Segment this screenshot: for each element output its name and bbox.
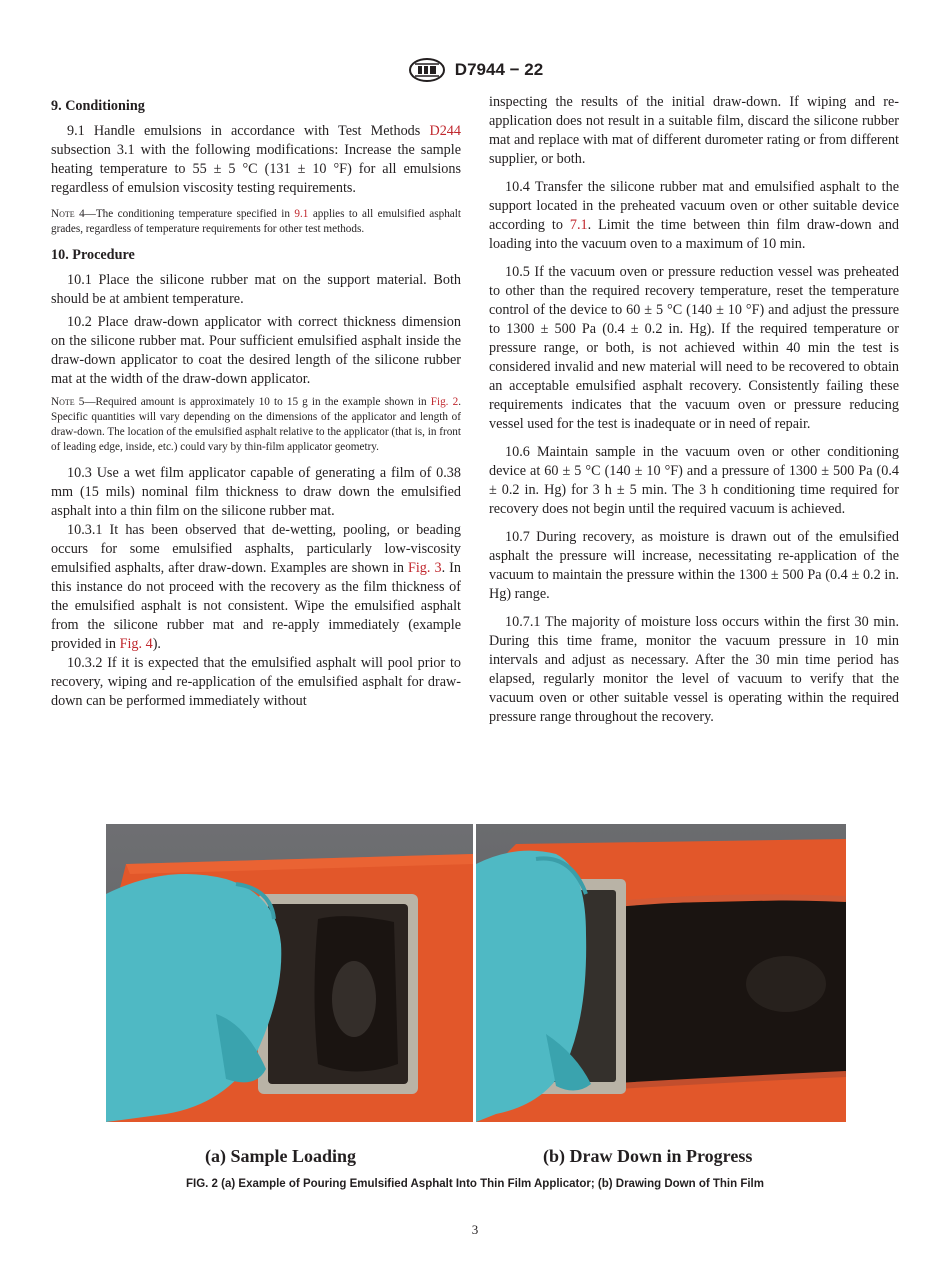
figure-2-photos [106,824,846,1122]
subfigure-a-caption: (a) Sample Loading [205,1146,357,1166]
page-number: 3 [471,1222,479,1237]
right-column [489,93,899,731]
ref-fig-4-link[interactable]: Fig. 4 [119,636,153,652]
ref-9-1-link[interactable]: 9.1 [294,208,309,220]
section-9-title: 9. Conditioning [51,98,145,114]
paragraph-10-3-2: 10.3.2 If it is expected that the emulsified asphalt will pool prior to recovery, wiping and re-application of the emulsified asphalt for draw-down can be performed immediately without [51,655,461,709]
ref-d244-link[interactable]: D244 [429,123,461,139]
paragraph-10-2: 10.2 Place draw-down applicator with correct thickness dimension on the silicone rubber mat. Pour sufficient emulsified asphalt inside the draw-down applicator to coat the desired length of the silicone rubber mat at the width of the draw-down applicator. [51,314,461,387]
document-id: D7944 − 22 [454,60,544,79]
astm-logo-icon [407,58,447,82]
page-header [0,58,950,84]
photo-sample-loading [106,824,473,1122]
paragraph-10-5: 10.5 If the vacuum oven or pressure reduction vessel was preheated to other than the required recovery temperature, reset the temperature control of the device to 60 ± 5 °C (140 ± 10 °F) and adjust the pressure to 1300 ± 500 Pa (0.4 ± 0.2 in. Hg). If the required temperature or pressure range, or both, is not achieved within 40 min the test is considered invalid and new material will need to be recovered to obtain an acceptable emulsified asphalt recovery. Consistently failing these requirements indicates that the vacuum oven or pressure reducing vessel used for the test is inadequate or in need of repair. [489,264,899,432]
paragraph-10-7-1: 10.7.1 The majority of moisture loss occurs within the first 30 min. During this time frame, monitor the vacuum pressure in 10 min intervals and adjust as necessary. After the 30 min time period has elapsed, regularly monitor the level of vacuum to verify that the vacuum oven or other suitable vessel is operating within the required pressure range throughout the recovery. [489,614,899,725]
section-10-title: 10. Procedure [51,247,135,263]
ref-fig-2-link[interactable]: Fig. 2 [430,396,459,408]
left-column [51,93,461,711]
figure-2-caption: FIG. 2 (a) Example of Pouring Emulsified Asphalt Into Thin Film Applicator; (b) Drawing Down of Thin Film [186,1178,764,1190]
ref-7-1-link[interactable]: 7.1 [569,217,588,233]
note-4: Note 4—The conditioning temperature specified in 9.1 applies to all emulsified asphalt grades, regardless of temperature requirements for other test methods. [51,208,461,235]
paragraph-9-1: 9.1 Handle emulsions in accordance with Test Methods D244 subsection 3.1 with the following modifications: Increase the sample heating temperature to 55 ± 5 °C (131 ± 10 °F) for all emulsions regardless of emulsion viscosity testing requirements. [51,123,461,196]
paragraph-10-3: 10.3 Use a wet film applicator capable of generating a film of 0.38 mm (15 mils) nominal film thickness to draw down the emulsified asphalt into a thin film on the silicone rubber mat. [51,465,461,519]
paragraph-10-1: 10.1 Place the silicone rubber mat on the support material. Both should be at ambient temperature. [51,272,461,307]
paragraph-10-6: 10.6 Maintain sample in the vacuum oven or other conditioning device at 60 ± 5 °C (140 ± 10 °F) and a pressure of 1300 ± 500 Pa (0.4 ± 0.2 in. Hg) for 3 h ± 5 min. The 3 h conditioning time required for recovery does not begin until the required vacuum is achieved. [489,444,899,517]
paragraph-10-3-1: 10.3.1 It has been observed that de-wetting, pooling, or beading occurs for some emulsified asphalts, particularly low-viscosity emulsified asphalts, after draw-down. Examples are shown in Fig. 3. In this instance do not proceed with the recovery as the film thickness of the emulsified asphalt is not consistent. Wipe the emulsified asphalt from the silicone rubber mat and re-apply immediately (example provided in Fig. 4). [51,522,461,652]
note-5: Note 5—Required amount is approximately 10 to 15 g in the example shown in Fig. 2. Specific quantities will vary depending on the dimensions of the applicator and length of draw-down. The location of the emulsified asphalt relative to the applicator (that is, in front of leading edge, inside, etc.) could vary by thin-film applicator geometry. [51,396,461,453]
ref-fig-3-link[interactable]: Fig. 3 [407,560,442,576]
photo-draw-down-in-progress [476,824,846,1122]
subfigure-b-caption: (b) Draw Down in Progress [543,1146,753,1166]
paragraph-10-3-2-continued: inspecting the results of the initial draw-down. If wiping and re-application does not result in a suitable film, discard the silicone rubber mat and replace with mat of different durometer rating or from different supplier, or both. [489,94,899,167]
paragraph-10-7: 10.7 During recovery, as moisture is drawn out of the emulsified asphalt the pressure will increase, necessitating re-application of the vacuum to maintain the pressure within the 1300 ± 500 Pa (0.4 ± 0.2 in. Hg) range. [489,529,899,602]
paragraph-10-4: 10.4 Transfer the silicone rubber mat and emulsified asphalt to the support located in the preheated vacuum oven or other suitable device according to 7.1. Limit the time between thin film draw-down and loading into the vacuum oven to a maximum of 10 min. [489,179,900,252]
